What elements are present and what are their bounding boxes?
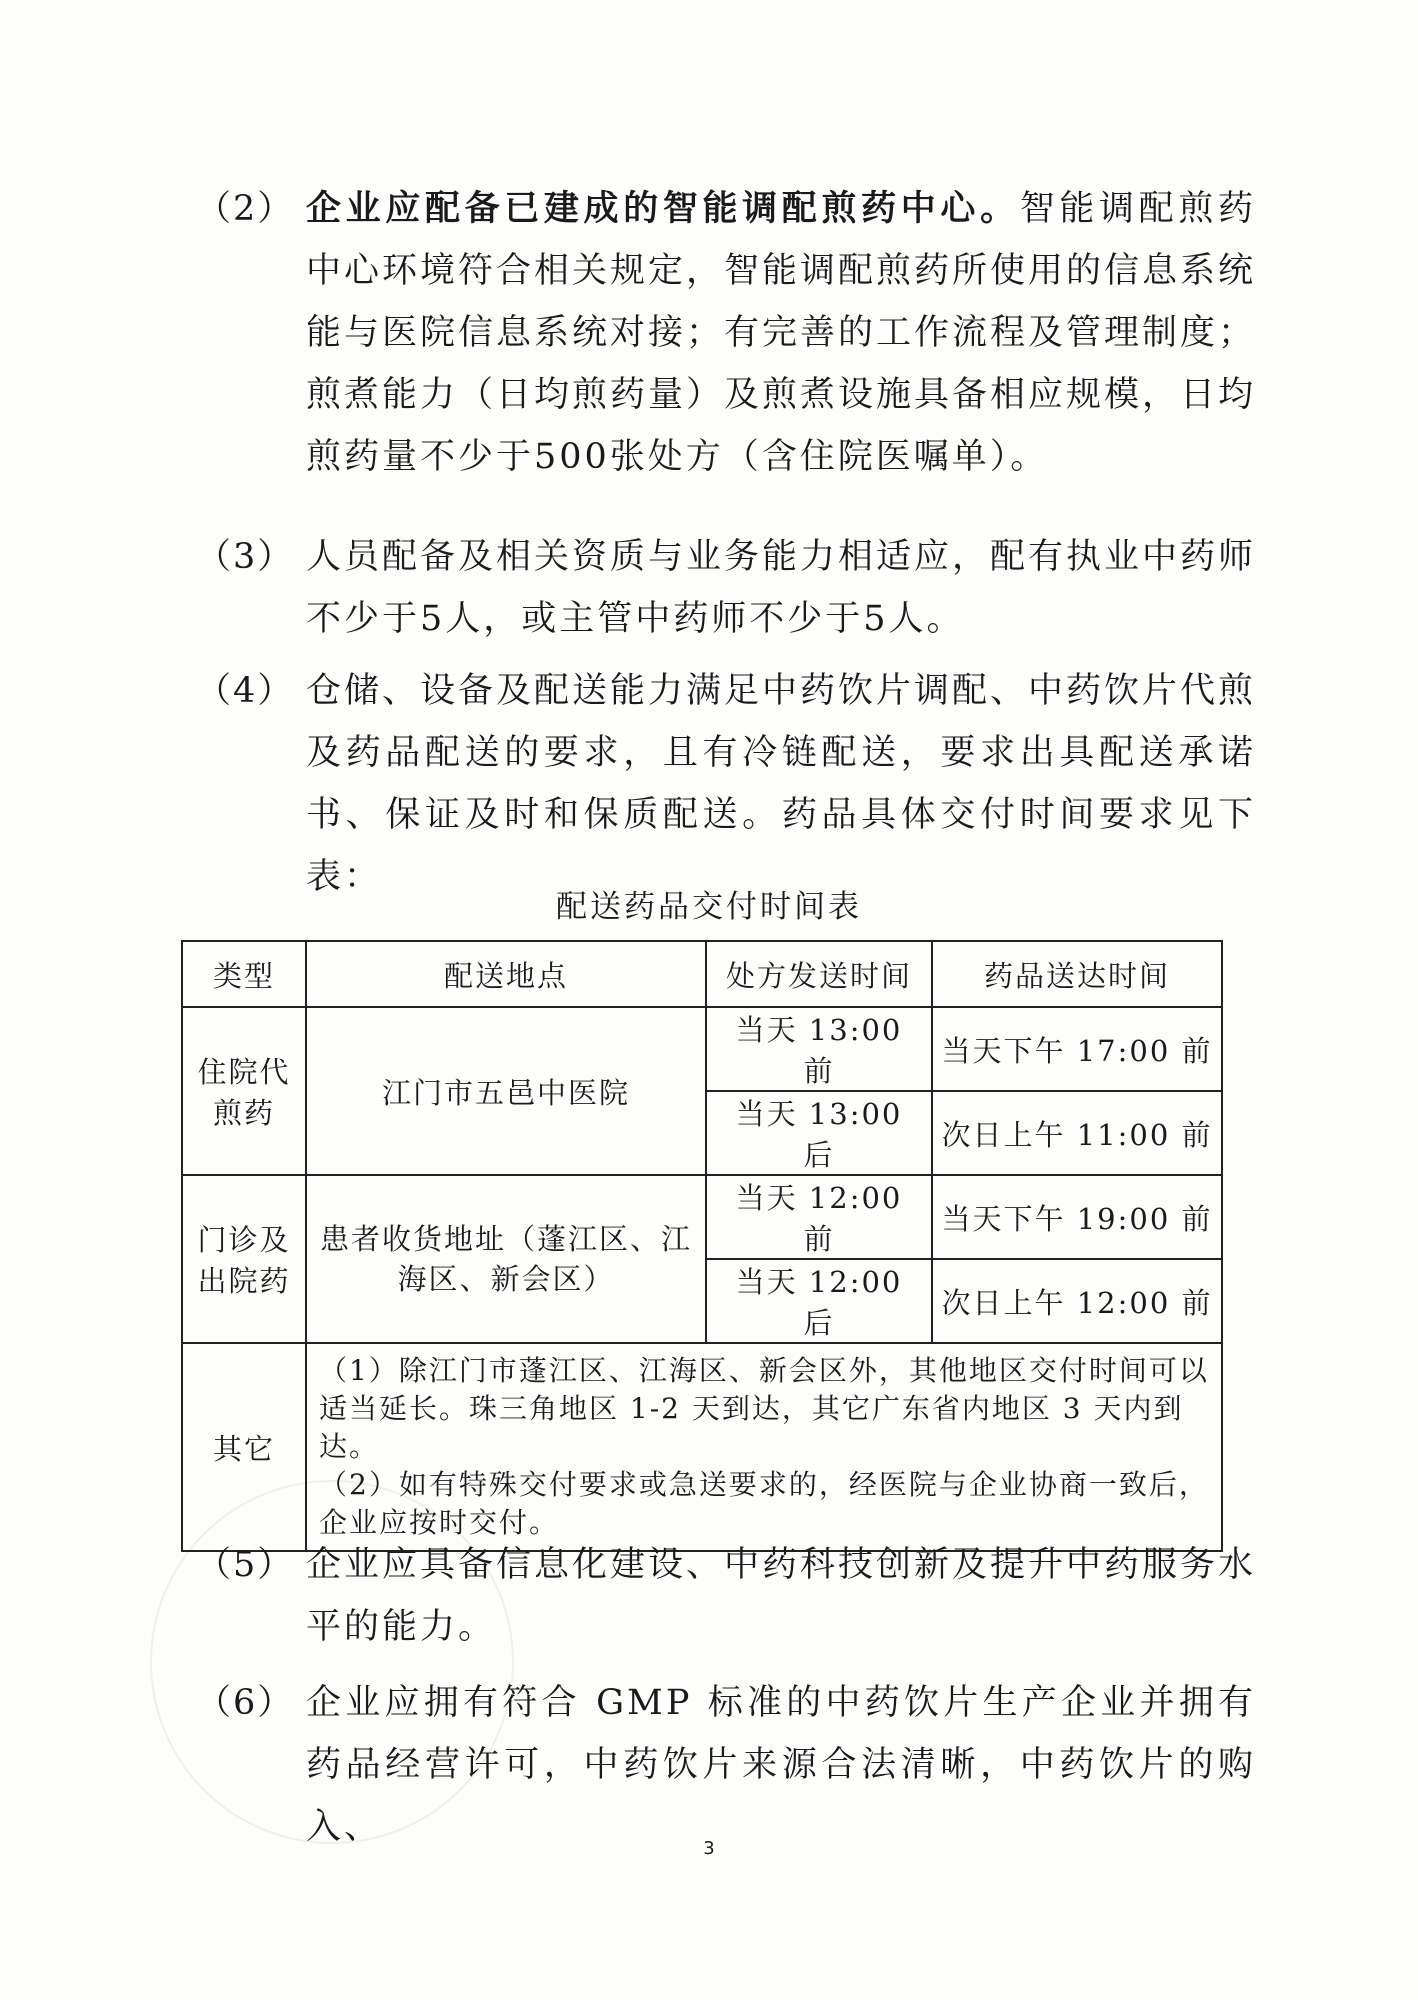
type-cell: 其它: [182, 1343, 306, 1551]
type-cell: 住院代煎药: [182, 1007, 306, 1175]
clause-text: 企业应具备信息化建设、中药科技创新及提升中药服务水平的能力。: [306, 1545, 1257, 1647]
clause-text: [306, 178, 1256, 488]
clause-number: （4）: [196, 671, 295, 711]
clause-bold-text: 企业应配备已建成的智能调配煎药中心。: [306, 188, 1020, 229]
note-text: （1）除江门市蓬江区、江海区、新会区外，其他地区交付时间可以适当延长。珠三角地区 1-2 天到达，其它广东省内地区 3 天内到达。: [319, 1354, 1209, 1463]
page-number: 3: [703, 1838, 715, 1859]
arrival-time-cell: 当天下午 19:00 前: [932, 1175, 1222, 1259]
arrival-time-cell: 当天下午 17:00 前: [932, 1007, 1222, 1091]
arrival-time-cell: 次日上午 12:00 前: [932, 1259, 1222, 1343]
clause-2: [196, 178, 1256, 488]
clause-number: （5）: [196, 1545, 295, 1585]
clause-text: 人员配备及相关资质与业务能力相适应，配有执业中药师不少于5人，或主管中药师不少于5人。: [306, 537, 1257, 639]
table-header: 处方发送时间: [706, 941, 932, 1007]
send-time-cell: 当天 13:00 前: [706, 1007, 932, 1091]
clause-number: （3）: [196, 537, 295, 577]
clause-number: （6）: [196, 1683, 295, 1723]
table-header: 类型: [182, 941, 306, 1007]
delivery-time-table: [181, 940, 1223, 1552]
send-time-cell: 当天 12:00 前: [706, 1175, 932, 1259]
table-row: [182, 1175, 1222, 1259]
table-caption: 配送药品交付时间表: [556, 889, 862, 925]
other-notes-cell: [306, 1343, 1222, 1551]
clause-3: [196, 526, 1256, 650]
arrival-time-cell: 次日上午 11:00 前: [932, 1091, 1222, 1175]
table-row: [182, 1007, 1222, 1091]
clause-5: [196, 1534, 1256, 1658]
clause-6: [196, 1672, 1256, 1858]
clause-body-text: 智能调配煎药中心环境符合相关规定，智能调配煎药所使用的信息系统能与医院信息系统对接；有完善的工作流程及管理制度；煎煮能力（日均煎药量）及煎煮设施具备相应规模，日均煎药量不少于500张处方（含住院医嘱单）。: [306, 189, 1257, 477]
clause-text: 企业应拥有符合 GMP 标准的中药饮片生产企业并拥有药品经营许可，中药饮片来源合法清晰，中药饮片的购入、: [306, 1683, 1256, 1847]
clause-4: [196, 660, 1256, 908]
clause-number: （2）: [196, 189, 295, 229]
table-header: 配送地点: [306, 941, 706, 1007]
table-header: 药品送达时间: [932, 941, 1222, 1007]
send-time-cell: 当天 13:00 后: [706, 1091, 932, 1175]
note-text: （2）如有特殊交付要求或急送要求的，经医院与企业协商一致后，企业应按时交付。: [319, 1468, 1209, 1539]
table-row: [182, 1343, 1222, 1551]
type-cell: 门诊及出院药: [182, 1175, 306, 1343]
location-cell: 江门市五邑中医院: [306, 1007, 706, 1175]
clause-text: 仓储、设备及配送能力满足中药饮片调配、中药饮片代煎及药品配送的要求，且有冷链配送，要求出具配送承诺书、保证及时和保质配送。药品具体交付时间要求见下表：: [306, 671, 1257, 897]
send-time-cell: 当天 12:00 后: [706, 1259, 932, 1343]
table-header-row: [182, 941, 1222, 1007]
location-cell: 患者收货地址（蓬江区、江海区、新会区）: [306, 1175, 706, 1343]
